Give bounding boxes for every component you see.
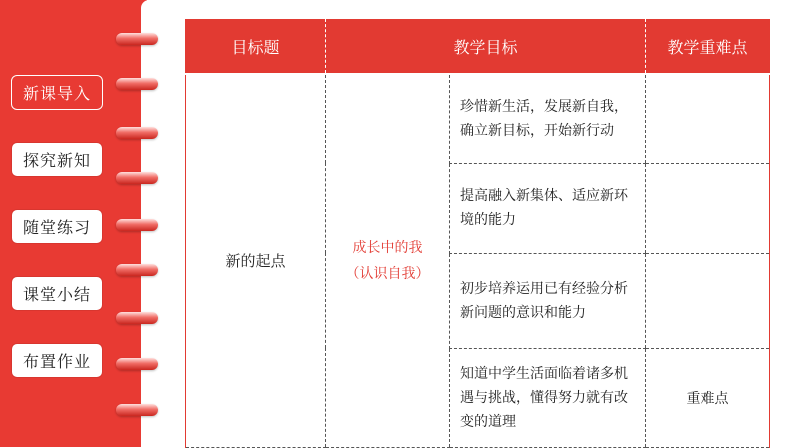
goal-cell: 珍惜新生活，发展新自我，确立新目标，开始新行动 bbox=[450, 74, 646, 163]
key-point-cell bbox=[646, 163, 770, 253]
binder-ring bbox=[116, 358, 158, 370]
topic-title: 成长中的我 bbox=[352, 239, 423, 256]
binder-ring bbox=[116, 312, 158, 324]
topic-subtitle: （认识自我） bbox=[345, 265, 430, 282]
key-point-cell bbox=[646, 74, 770, 163]
subject-cell: 新的起点 bbox=[186, 74, 326, 447]
binder-ring bbox=[116, 172, 158, 184]
nav-item-homework[interactable]: 布置作业 bbox=[11, 343, 103, 378]
nav-item-summary[interactable]: 课堂小结 bbox=[11, 276, 103, 311]
binder-ring bbox=[116, 404, 158, 416]
key-point-cell bbox=[646, 253, 770, 348]
key-point-cell: 重难点 bbox=[646, 348, 770, 447]
table-header-row bbox=[186, 19, 770, 74]
header-goals: 教学目标 bbox=[326, 19, 646, 74]
header-subject: 目标题 bbox=[186, 19, 326, 74]
binder-ring bbox=[116, 219, 158, 231]
nav-item-new-lesson[interactable]: 新课导入 bbox=[11, 75, 103, 110]
binder-ring bbox=[116, 78, 158, 90]
nav-item-explore[interactable]: 探究新知 bbox=[11, 142, 103, 177]
header-key-points: 教学重难点 bbox=[646, 19, 770, 74]
goal-cell: 知道中学生活面临着诸多机遇与挑战，懂得努力就有改变的道理 bbox=[450, 348, 646, 447]
goal-cell: 初步培养运用已有经验分析新问题的意识和能力 bbox=[450, 253, 646, 348]
topic-cell bbox=[326, 74, 450, 447]
binder-ring bbox=[116, 127, 158, 139]
nav-item-practice[interactable]: 随堂练习 bbox=[11, 209, 103, 244]
objectives-table bbox=[185, 19, 770, 448]
binder-ring bbox=[116, 33, 158, 45]
goal-cell: 提高融入新集体、适应新环境的能力 bbox=[450, 163, 646, 253]
table-row bbox=[186, 74, 770, 163]
binder-ring bbox=[116, 264, 158, 276]
